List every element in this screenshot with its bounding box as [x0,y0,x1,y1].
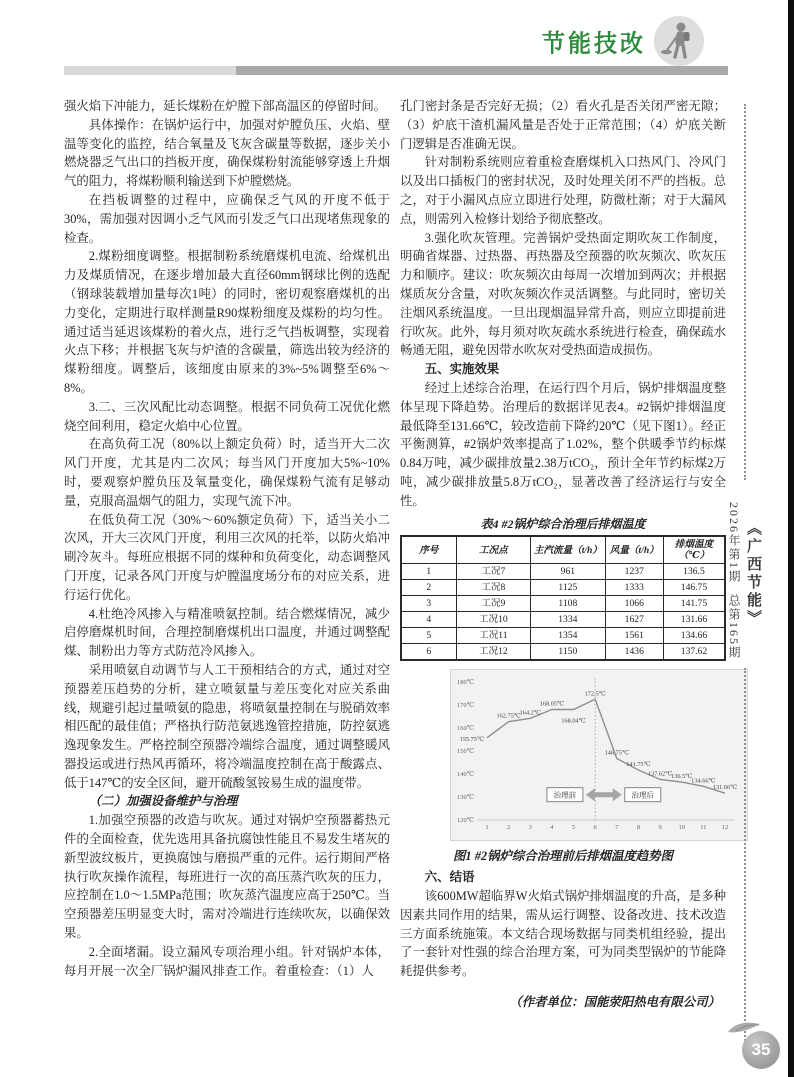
paragraph: 具体操作：在锅炉运行中，加强对炉膛负压、火焰、壁温等变化的监控，结合氧量及飞灰含碳量等数据，逐步关小燃烧器乏气出口的挡板开度，确保煤粉射流能够穿透上升烟气的阻力，将煤粉顺利输送到下炉膛燃烧。 [64,117,390,189]
table-cell: 141.75 [663,596,725,612]
svg-text:172.5℃: 172.5℃ [584,690,606,698]
table-cell: 工况12 [456,644,531,661]
paragraph: 在挡板调整的过程中，应确保乏气风的开度不低于30%，需加强对因调小乏气风而引发乏气口出现堵焦现象的检查。 [64,192,390,245]
page-header [64,0,728,97]
table-title: 表4 #2锅炉综合治理后排烟温度 [480,516,646,531]
paragraph: 该600MW超临界W火焰式锅炉排烟温度的升高，是多种因素共同作用的结果，需从运行调整、设备改进、技术改造三方面系统施策。本文结合现场数据与同类机组经验，提出了一套针对性强的综合治理方案，可为同类型锅炉的节能降耗提供参考。 [400,888,726,979]
table-cell: 1354 [531,628,606,644]
paragraph: 强火焰下冲能力，延长煤粉在炉膛下部高温区的停留时间。 [64,99,387,113]
svg-text:131.66℃: 131.66℃ [712,784,738,792]
table-cell: 1561 [605,628,663,644]
svg-text:164.2℃: 164.2℃ [519,709,541,717]
svg-text:168.05℃: 168.05℃ [539,700,565,708]
table-cell: 137.62 [663,644,725,661]
dotted-line-top [744,104,746,480]
table-row [401,644,725,661]
subsection-heading-maintenance: （二）加强设备维护与治理 [88,794,238,809]
svg-text:170℃: 170℃ [456,702,474,710]
detector-person-icon [654,16,704,66]
table-body [401,564,725,661]
paragraph: 经过上述综合治理，在运行四个月后，锅炉排烟温度整体呈现下降趋势。治理后的数据详见表4。#2锅炉排烟温度最低降至131.66℃，较改造前下降约20℃（见下图1）。经正平衡测算，#2锅炉效率提高了1.02%，整个供暖季节约标煤0.84万吨，减少碳排放量2.38万tCO₂，预计全年节约标煤2万吨，减少碳排放量5.8万tCO₂，显著改善了经济运行与安全性。 [400,380,726,508]
table-cell: 1150 [531,644,606,661]
svg-text:12: 12 [721,824,729,832]
results-table [400,535,726,661]
paragraph: 在高负荷工况（80%以上额定负荷）时，适当开大二次风门开度，尤其是内二次风；每当风门开度加大5%~10%时，要观察炉膛负压及氧量变化，确保煤粉气流有足够动量，克服高温烟气的阻力，实现气流下冲。 [64,437,390,508]
journal-name: 《广西节能》 [745,520,761,628]
svg-text:8: 8 [636,824,641,832]
table-cell: 工况8 [456,580,531,596]
svg-text:120℃: 120℃ [456,817,474,825]
paragraph: 4.杜绝冷风掺入与精准喷氨控制。结合燃煤情况，减少启停磨煤机时间，合理控制磨煤机出口温度，并通过调整配煤、制粉出力等方式防范冷风掺入。 [64,606,390,659]
svg-text:3: 3 [528,824,532,832]
table-cell: 1066 [605,596,663,612]
svg-text:136.5℃: 136.5℃ [671,773,693,781]
table-header-cell: 工况点 [456,536,531,564]
svg-text:146.75℃: 146.75℃ [604,749,630,757]
paragraph: 采用喷氨自动调节与人工干预相结合的方式，通过对空预器差压趋势的分析，建立喷氨量与差压变化对应关系曲线，规避引起过量喷氨的隐患，将喷氨量控制在与脱硝效率相匹配的最佳值；严格执行防范氨逃逸管控措施，防控氨逃逸现象发生。严格控制空预器冷端综合温度，通过调整暖风器投运或进行热风再循环，将冷端温度控制在高于酸露点、低于147℃的安全区间，避开硫酸氢铵易生成的温度带。 [64,662,390,790]
svg-text:180℃: 180℃ [456,679,474,687]
svg-text:150℃: 150℃ [456,748,474,756]
svg-text:治理前: 治理前 [553,791,577,801]
scan-edge-bar [788,0,794,1077]
table-cell: 1334 [531,612,606,628]
dotted-line-bottom [744,668,746,1044]
figure-caption: 图1 #2锅炉综合治理前后排烟温度趋势图 [453,849,673,864]
left-column [64,97,390,1012]
table-cell: 4 [401,612,456,628]
table-cell: 工况10 [456,612,531,628]
paragraph: 在低负荷工况（30%～60%额定负荷）下，适当关小二次风，开大三次风门开度，利用三次风的托举，以防火焰冲刷冷灰斗。每班应根据不同的煤种和负荷变化，动态调整风门开度，记录各风门开度与炉膛温度场分布的对应关系，进行运行优化。 [64,512,390,602]
table-cell: 工况7 [456,564,531,580]
page-number-badge [726,1017,782,1069]
paragraph: 2.全面堵漏。设立漏风专项治理小组。针对锅炉本体，每月开展一次全厂锅炉漏风排查工作。着重检查：（1）人 [64,944,390,978]
trend-chart [450,669,748,841]
table-header-cell: 序号 [401,536,456,564]
section-heading-implementation-effect: 五、实施效果 [424,362,500,377]
svg-text:141.75℃: 141.75℃ [626,761,651,769]
table-cell: 1237 [605,564,663,580]
svg-text:10: 10 [678,824,685,832]
svg-text:5: 5 [571,824,576,832]
table-row [401,564,725,580]
table-cell: 134.66 [663,628,725,644]
paragraph: 针对制粉系统则应着重检查磨煤机入口热风门、冷风门以及出口插板门的密封状况，及时处理关闭不严的挡板。总之，对于小漏风点应立即进行处理，防微杜渐；对于大漏风点，则需列入检修计划给予彻底整改。 [400,155,726,226]
svg-text:11: 11 [700,824,707,832]
svg-text:1: 1 [485,824,489,832]
section-title: 节能技改 [542,28,646,57]
table-row [401,612,725,628]
journal-issue: 2026年第1期 总第165期 [727,502,741,660]
table-cell: 961 [531,564,606,580]
table-cell: 2 [401,580,456,596]
svg-text:4: 4 [550,824,554,832]
table-cell: 1125 [531,580,606,596]
svg-text:6: 6 [593,824,597,832]
paragraph: 3.强化吹灰管理。完善锅炉受热面定期吹灰工作制度，明确省煤器、过热器、再热器及空预器的吹灰频次、吹灰压力和顺序。建议：吹灰频次由每周一次增加到两次；并根据煤质灰分含量，对吹灰频次作灵活调整。与此同时，密切关注烟风系统温度。一旦出现烟温异常升高，则应立即提前进行吹灰。此外，每月须对吹灰疏水系统进行检查，确保疏水畅通无阻，避免因带水吹灰对受热面造成损伤。 [400,230,726,358]
svg-text:2: 2 [507,824,511,832]
table-cell: 1333 [605,580,663,596]
header-divider-bar [64,66,728,75]
table-header-cell: 风量（t/h） [605,536,663,564]
table-cell: 1 [401,564,456,580]
paragraph: 3.二、三次风配比动态调整。根据不同负荷工况优化燃烧空间利用，稳定火焰中心位置。 [64,399,390,433]
table-cell: 6 [401,644,456,661]
svg-text:140℃: 140℃ [456,771,474,779]
table-row [401,628,725,644]
svg-text:155.75℃: 155.75℃ [459,736,484,744]
svg-text:160℃: 160℃ [456,725,474,733]
table-cell: 1108 [531,596,606,612]
table-cell: 3 [401,596,456,612]
table-cell: 131.66 [663,612,725,628]
table-row [401,596,725,612]
svg-text:7: 7 [615,824,619,832]
svg-text:168.04℃: 168.04℃ [561,717,586,725]
table-cell: 工况9 [456,596,531,612]
svg-text:9: 9 [658,824,662,832]
journal-sidebar [727,104,761,1044]
page-number: 35 [742,1031,780,1069]
table-cell: 146.75 [663,580,725,596]
svg-text:134.66℃: 134.66℃ [691,777,716,785]
paragraph: 孔门密封条是否完好无损；（2）看火孔是否关闭严密无隙；（3）炉底干渣机漏风量是否处于正常范围；（4）炉底关断门逻辑是否准确无误。 [400,99,726,151]
svg-text:137.62℃: 137.62℃ [647,770,673,778]
svg-text:130℃: 130℃ [456,794,474,802]
table-cell: 工况11 [456,628,531,644]
table-cell: 136.5 [663,564,725,580]
table-head [401,536,725,564]
paragraph: 1.加强空预器的改造与吹灰。通过对锅炉空预器蓄热元件的全面检查，优先选用具备抗腐蚀性能且不易发生堵灰的新型波纹板片，更换腐蚀与磨损严重的元件。运行期间严格执行吹灰操作流程，每班进行一次的高压蒸汽吹灰的压力，应控制在1.0～1.5MPa范围；吹灰蒸汽温度应高于250℃。当空预器差压明显变大时，需对冷端进行连续吹灰，以确保效果。 [64,813,390,941]
table-header-cell: 主汽流量（t/h） [531,536,606,564]
table-row [401,580,725,596]
author-note: （作者单位：国能荥阳热电有限公司） [509,994,720,1009]
table-cell: 1436 [605,644,663,661]
paragraph: 2.煤粉细度调整。根据制粉系统磨煤机电流、给煤机出力及煤质情况，在逐步增加最大直径60mm钢球比例的选配（钢球装载增加量每次1吨）的同时，密切观察磨煤机的出力变化，定期进行取样测量R90煤粉细度及煤粉的均匀性。通过适当延迟该煤粉的着火点，进行乏气挡板调整，实现着火点下移；并根据飞灰与炉渣的含碳量，筛选出较为经济的煤粉细度。调整后，该细度由原来的3%~5%调整至6%～8%。 [64,249,390,395]
svg-text:治理后: 治理后 [631,791,655,801]
table-header-cell: 排烟温度（℃） [663,536,725,564]
table-cell: 5 [401,628,456,644]
section-heading-conclusion: 六、结语 [424,870,475,885]
table-cell: 1627 [605,612,663,628]
svg-text:162.75℃: 162.75℃ [496,713,521,721]
